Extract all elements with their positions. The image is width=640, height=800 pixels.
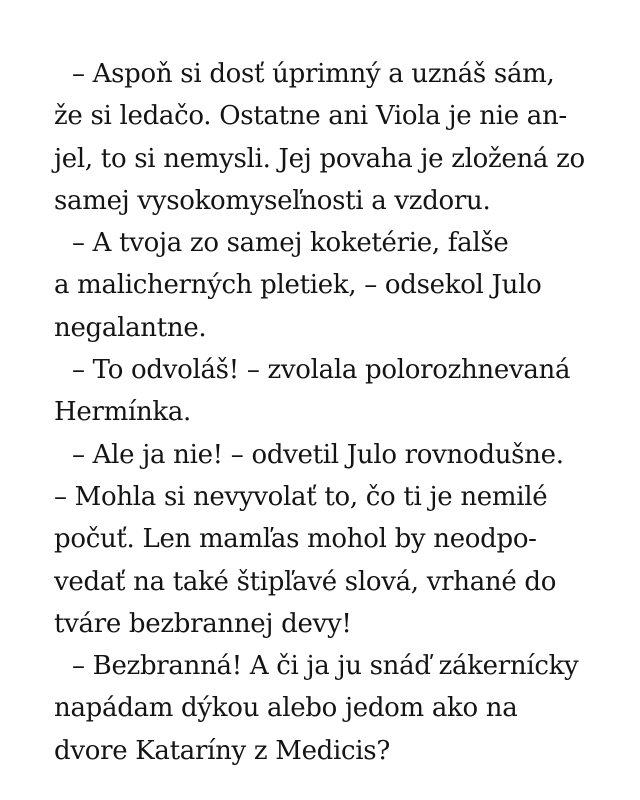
text-line: – To odvoláš! – zvolala polorozhnevaná (72, 355, 571, 386)
text-line: samej vysokomyseľnosti a vzdoru. (54, 185, 491, 216)
text-line: tváre bezbrannej devy! (54, 608, 352, 639)
text-line: jel, to si nemysli. Jej povaha je zložená zo (54, 143, 585, 174)
text-line: vedať na také štipľavé slová, vrhané do (54, 566, 557, 597)
text-line: – A tvoja zo samej koketérie, falše (72, 228, 509, 259)
text-line: negalantne. (54, 312, 207, 343)
text-line: – Mohla si nevyvolať to, čo ti je nemilé (54, 481, 548, 512)
text-line: počuť. Len mamľas mohol by neodpo- (54, 524, 537, 555)
text-line: dvore Kataríny z Medicis? (54, 735, 390, 766)
text-line: – Aspoň si dosť úprimný a uznáš sám, (72, 59, 555, 89)
text-line: – Bezbranná! A či ja ju snáď zákernícky (72, 651, 579, 682)
text-line: že si ledačo. Ostatne ani Viola je nie an- (54, 101, 567, 132)
text-line: – Ale ja nie! – odvetil Julo rovnodušne. (72, 439, 564, 470)
dialogue-text-block (54, 53, 614, 772)
text-line: Hermínka. (54, 397, 192, 428)
text-line: a malicherných pletiek, – odsekol Julo (54, 270, 542, 301)
text-line: napádam dýkou alebo jedom ako na (54, 693, 518, 724)
